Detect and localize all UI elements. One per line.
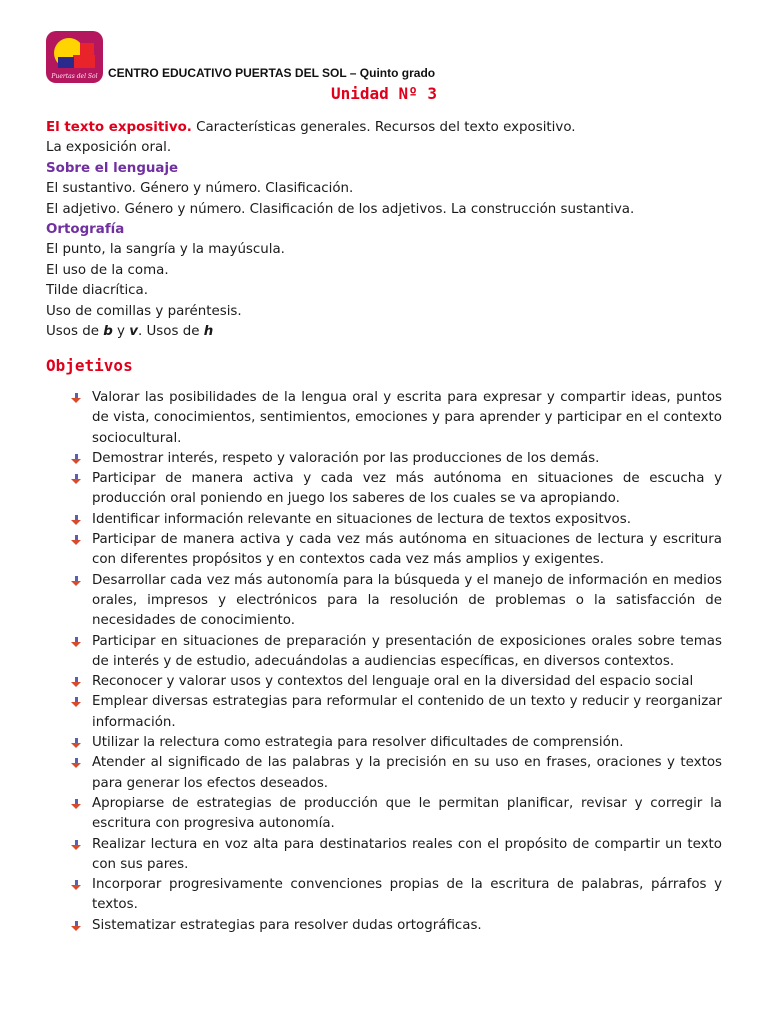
objective-item (70, 449, 722, 469)
objective-item (70, 530, 722, 571)
objective-item (70, 672, 722, 692)
contents-line: El sustantivo. Género y número. Clasificación. (46, 181, 354, 197)
objectives-heading: Objetivos (46, 356, 133, 375)
contents-line: El adjetivo. Género y número. Clasificación de los adjetivos. La construcción sustantiva. (46, 201, 635, 217)
objective-text: Participar de manera activa y cada vez más autónoma en situaciones de escucha y producción oral poniendo en juego los saberes de los cuales se va apropiando. (92, 471, 722, 507)
section-heading-language: Sobre el lenguaje (46, 160, 179, 176)
arrow-down-bullet-icon (71, 840, 82, 851)
arrow-down-bullet-icon (71, 677, 82, 688)
contents-line: Tilde diacrítica. (46, 283, 149, 299)
logo-caption: Puertas del Sol (51, 73, 98, 80)
objective-item (70, 388, 722, 449)
unit-title: Unidad Nº 3 (331, 84, 437, 103)
topic-highlight: El texto expositivo. (46, 120, 192, 135)
objective-item (70, 794, 722, 835)
objective-item (70, 835, 722, 876)
contents-line: La exposición oral. (46, 140, 172, 156)
school-name: CENTRO EDUCATIVO PUERTAS DEL SOL – Quinto grado (108, 66, 436, 80)
objective-item (70, 571, 722, 632)
arrow-down-bullet-icon (71, 880, 82, 891)
contents-line: El uso de la coma. (46, 262, 169, 278)
arrow-down-bullet-icon (71, 921, 82, 932)
unit-contents (46, 118, 726, 342)
arrow-down-bullet-icon (71, 697, 82, 708)
arrow-down-bullet-icon (71, 576, 82, 587)
arrow-down-bullet-icon (71, 758, 82, 769)
contents-line: El punto, la sangría y la mayúscula. (46, 242, 285, 258)
objective-text: Valorar las posibilidades de la lengua oral y escrita para expresar y compartir ideas, puntos de vista, conocimientos, sentimientos, emociones y para aprender y participar en el contexto sociocultural. (92, 390, 722, 446)
arrow-down-bullet-icon (71, 799, 82, 810)
arrow-down-bullet-icon (71, 535, 82, 546)
arrow-down-bullet-icon (71, 393, 82, 404)
objective-text: Apropiarse de estrategias de producción que le permitan planificar, revisar y corregir la escritura con progresiva autonomía. (92, 795, 722, 832)
objective-item (70, 692, 722, 733)
contents-line: El texto expositivo. Características generales. Recursos del texto expositivo. (46, 120, 576, 135)
objective-item (70, 733, 722, 753)
contents-line: Usos de b y v. Usos de h (46, 324, 214, 340)
objective-text: Incorporar progresivamente convenciones propias de la escritura de palabras, párrafos y textos. (92, 877, 722, 913)
arrow-down-bullet-icon (71, 738, 82, 749)
objective-text: Sistematizar estrategias para resolver dudas ortográficas. (92, 917, 482, 933)
objective-item (70, 632, 722, 673)
contents-line: Uso de comillas y paréntesis. (46, 303, 242, 319)
objective-text: Emplear diversas estrategias para reformular el contenido de un texto y reducir y reorganizar información. (92, 694, 722, 730)
objective-text: Participar en situaciones de preparación y presentación de exposiciones orales sobre temas de interés y de estudio, adecuándolas a audiencias específicas, en diversos contextos. (92, 633, 722, 669)
objective-text: Demostrar interés, respeto y valoración por las producciones de los demás. (92, 450, 600, 466)
arrow-down-bullet-icon (71, 454, 82, 465)
objective-text: Participar de manera activa y cada vez más autónoma en situaciones de lectura y escritura con diferentes propósitos y en contextos cada vez más amplios y exigentes. (92, 532, 722, 568)
arrow-down-bullet-icon (71, 515, 82, 526)
objective-item (70, 875, 722, 916)
arrow-down-bullet-icon (71, 474, 82, 485)
objective-text: Realizar lectura en voz alta para destinatarios reales con el propósito de compartir un texto con sus pares. (92, 836, 722, 872)
objective-text: Utilizar la relectura como estrategia para resolver dificultades de comprensión. (92, 735, 624, 751)
arrow-down-bullet-icon (71, 637, 82, 648)
objective-item (70, 469, 722, 510)
objectives-list (70, 388, 722, 936)
objective-item (70, 916, 722, 936)
school-logo (46, 31, 103, 83)
objective-item (70, 753, 722, 794)
objective-text: Atender al significado de las palabras y la precisión en su uso en frases, oraciones y textos para generar los efectos deseados. (92, 755, 722, 791)
section-heading-spelling: Ortografía (46, 222, 125, 238)
objective-text: Identificar información relevante en situaciones de lectura de textos expositvos. (92, 511, 631, 527)
objective-text: Reconocer y valorar usos y contextos del lenguaje oral en la diversidad del espacio social (92, 674, 694, 690)
objective-text: Desarrollar cada vez más autonomía para la búsqueda y el manejo de información en medios orales, impresos y electrónicos para la resolución de problemas o la satisfacción de necesidades de conocimiento. (92, 572, 722, 629)
objective-item (70, 510, 722, 530)
